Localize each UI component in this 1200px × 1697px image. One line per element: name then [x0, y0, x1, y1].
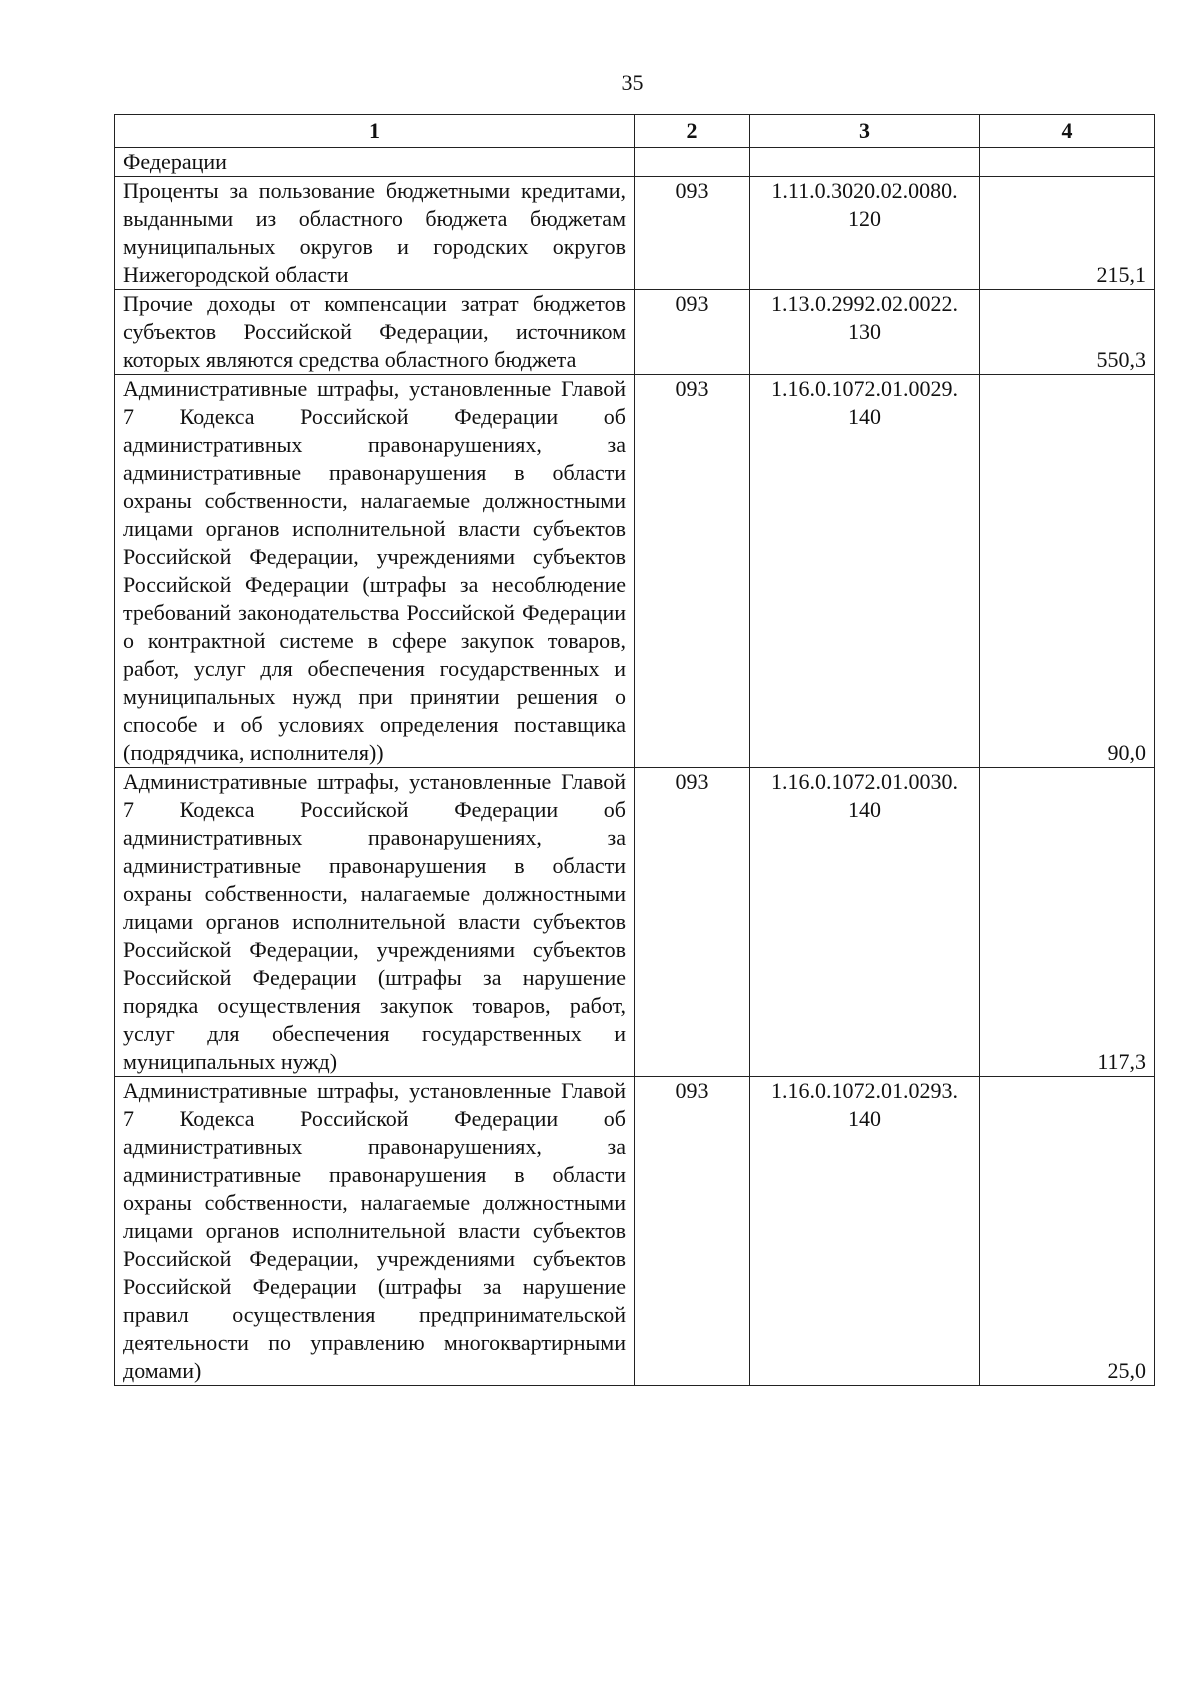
admin-code-cell: 093 — [635, 290, 750, 375]
amount-cell: 25,0 — [980, 1077, 1155, 1386]
budget-code-cell: 1.13.0.2992.02.0022. 130 — [750, 290, 980, 375]
amount-cell: 550,3 — [980, 290, 1155, 375]
table-row — [115, 290, 1155, 375]
budget-code-cell — [750, 148, 980, 177]
table-header-row — [115, 115, 1155, 148]
budget-code-cell: 1.16.0.1072.01.0030. 140 — [750, 768, 980, 1077]
budget-code-cell: 1.16.0.1072.01.0293. 140 — [750, 1077, 980, 1386]
table-row — [115, 177, 1155, 290]
admin-code-cell — [635, 148, 750, 177]
revenue-name-cell: Административные штрафы, установленные Главой 7 Кодекса Российской Федерации об административных правонарушениях, за административные правонарушения в области охраны собственности, налагаемые должностными лицами органов исполнительной власти субъектов Российской Федерации, учреждениями субъектов Российской Федерации (штрафы за нарушение правил осуществления предпринимательской деятельности по управлению многоквартирными домами) — [115, 1077, 635, 1386]
admin-code-cell: 093 — [635, 1077, 750, 1386]
page-number: 35 — [621, 70, 644, 95]
amount-cell: 90,0 — [980, 375, 1155, 768]
table-row — [115, 1077, 1155, 1386]
amount-cell: 117,3 — [980, 768, 1155, 1077]
budget-code-cell: 1.16.0.1072.01.0029. 140 — [750, 375, 980, 768]
admin-code-cell: 093 — [635, 768, 750, 1077]
column-header-1: 1 — [115, 115, 635, 148]
table-row — [115, 768, 1155, 1077]
table-row — [115, 148, 1155, 177]
revenue-name-cell: Административные штрафы, установленные Главой 7 Кодекса Российской Федерации об административных правонарушениях, за административные правонарушения в области охраны собственности, налагаемые должностными лицами органов исполнительной власти субъектов Российской Федерации, учреждениями субъектов Российской Федерации (штрафы за несоблюдение требований законодательства Российской Федерации о контрактной системе в сфере закупок товаров, работ, услуг для обеспечения государственных и муниципальных нужд при принятии решения о способе и об условиях определения поставщика (подрядчика, исполнителя)) — [115, 375, 635, 768]
amount-cell: 215,1 — [980, 177, 1155, 290]
budget-revenue-table — [114, 114, 1155, 1386]
admin-code-cell: 093 — [635, 177, 750, 290]
budget-code-cell: 1.11.0.3020.02.0080. 120 — [750, 177, 980, 290]
column-header-3: 3 — [750, 115, 980, 148]
table-row — [115, 375, 1155, 768]
revenue-name-cell: Прочие доходы от компенсации затрат бюджетов субъектов Российской Федерации, источником которых являются средства областного бюджета — [115, 290, 635, 375]
column-header-2: 2 — [635, 115, 750, 148]
revenue-name-cell: Проценты за пользование бюджетными кредитами, выданными из областного бюджета бюджетам муниципальных округов и городских округов Нижегородской области — [115, 177, 635, 290]
revenue-name-cell: Административные штрафы, установленные Главой 7 Кодекса Российской Федерации об административных правонарушениях, за административные правонарушения в области охраны собственности, налагаемые должностными лицами органов исполнительной власти субъектов Российской Федерации, учреждениями субъектов Российской Федерации (штрафы за нарушение порядка осуществления закупок товаров, работ, услуг для обеспечения государственных и муниципальных нужд) — [115, 768, 635, 1077]
amount-cell — [980, 148, 1155, 177]
column-header-4: 4 — [980, 115, 1155, 148]
admin-code-cell: 093 — [635, 375, 750, 768]
revenue-name-cell: Федерации — [115, 148, 635, 177]
